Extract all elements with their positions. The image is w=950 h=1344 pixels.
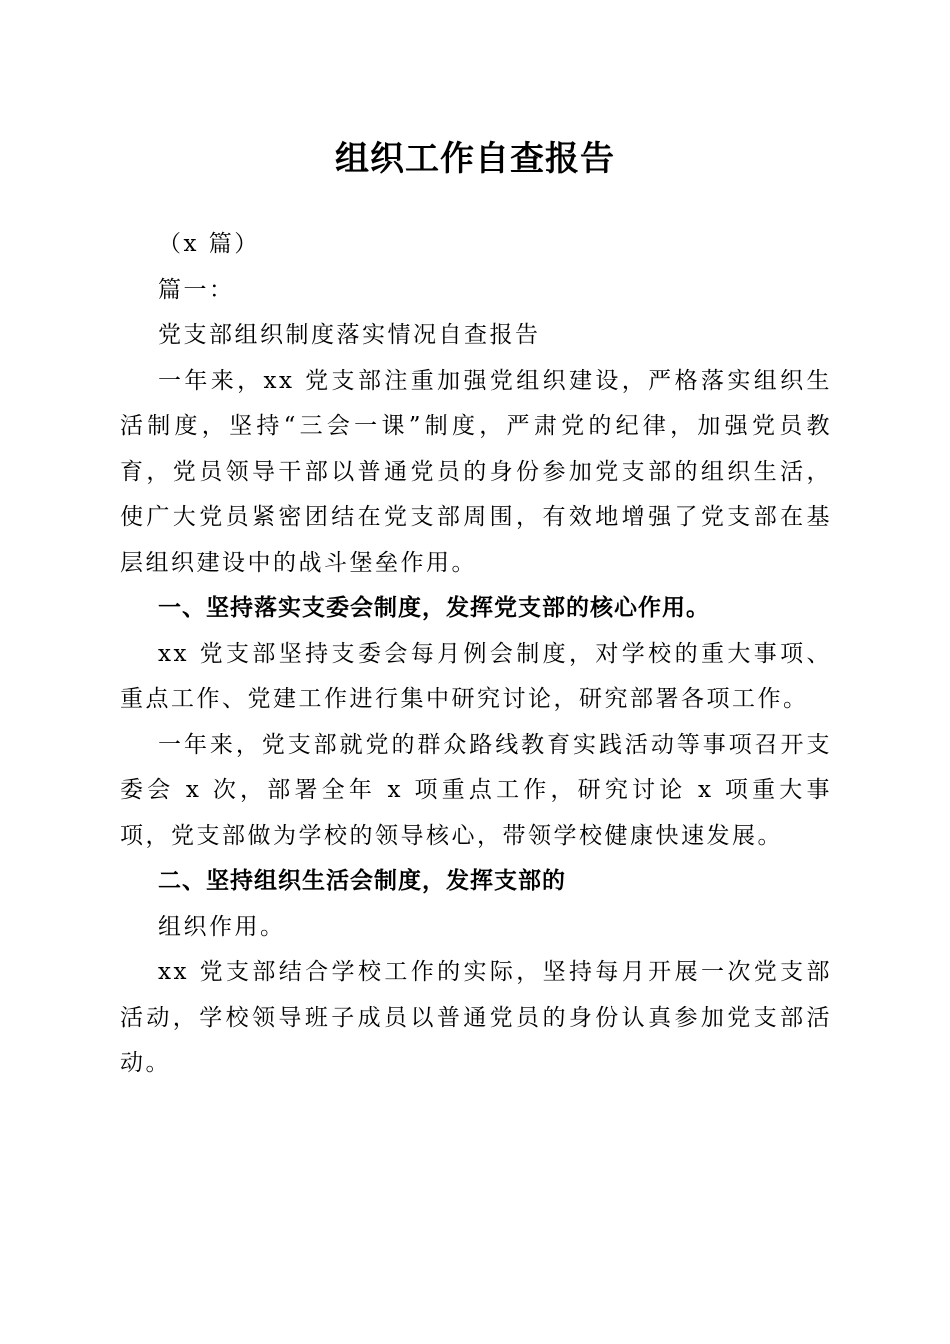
paragraph-section1-a: xx 党支部坚持支委会每月例会制度，对学校的重大事项、重点工作、党建工作进行集中研究讨论，研究部署各项工作。 [120, 640, 832, 712]
paragraph-part-label: 篇一： [158, 276, 235, 303]
paragraph-intro: 一年来，xx 党支部注重加强党组织建设，严格落实组织生活制度，坚持“三会一课”制度，严肃党的纪律，加强党员教育，党员领导干部以普通党员的身份参加党支部的组织生活，使广大党员紧密团结在党支部周围，有效地增强了党支部在基层组织建设中的战斗堡垒作用。 [120, 367, 832, 576]
paragraph-section1-b: 一年来，党支部就党的群众路线教育实践活动等事项召开支委会 x 次，部署全年 x 项重点工作，研究讨论 x 项重大事项，党支部做为学校的领导核心，带领学校健康快速发展。 [120, 731, 832, 849]
document-body [120, 222, 832, 1087]
paragraph-subtitle: 党支部组织制度落实情况自查报告 [158, 322, 541, 348]
paragraph-section2-a: xx 党支部结合学校工作的实际，坚持每月开展一次党支部活动，学校领导班子成员以普通党员的身份认真参加党支部活动。 [120, 959, 832, 1076]
section-heading-2: 二、坚持组织生活会制度，发挥支部的 [158, 868, 566, 894]
paragraph-count-note: （x 篇） [158, 231, 260, 257]
document-title: 组织工作自查报告 [335, 139, 615, 179]
section-heading-1: 一、坚持落实支委会制度，发挥党支部的核心作用。 [158, 595, 710, 621]
paragraph-section2-continued: 组织作用。 [158, 913, 286, 940]
